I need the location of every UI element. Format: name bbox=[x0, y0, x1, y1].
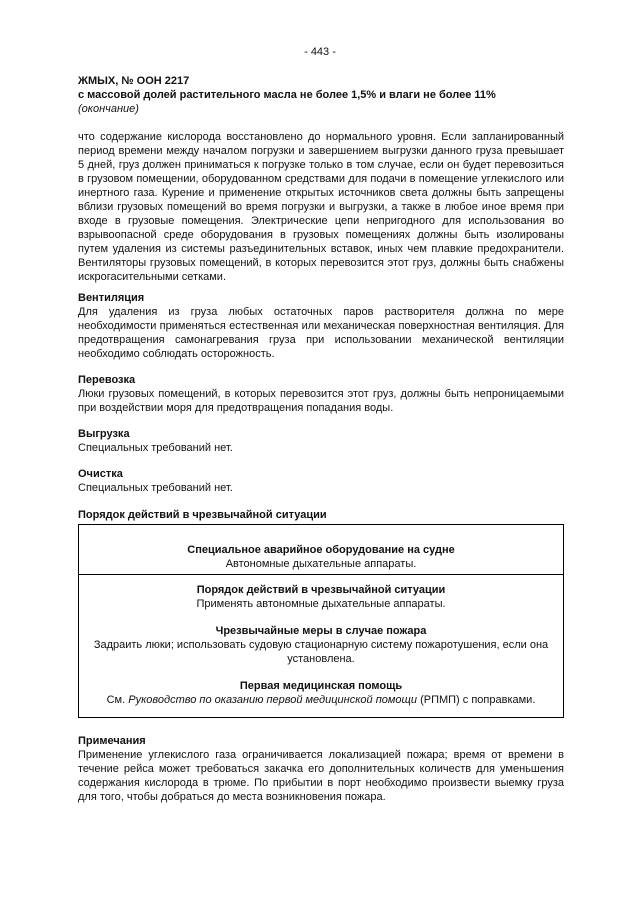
fire-block bbox=[87, 624, 555, 666]
ventilation-text: Для удаления из груза любых остаточных паров растворителя должна по мере необходимости применяться естественная или механическая поверхностная вентиляция. Для предотвращения самонагревания груза при использовании механической вентиляции необходимо соблюдать осторожность. bbox=[78, 306, 564, 360]
equipment-text: Автономные дыхательные аппараты. bbox=[225, 558, 417, 570]
medical-block bbox=[87, 679, 555, 707]
discharge-heading: Выгрузка bbox=[78, 428, 130, 440]
procedures-block bbox=[87, 583, 555, 611]
page-number: - 443 - bbox=[304, 46, 336, 58]
medical-guide-title: Руководство по оказанию первой медицинской помощи bbox=[128, 694, 418, 706]
medical-suffix: (РПМП) с поправками. bbox=[420, 694, 536, 706]
procedures-text: Применять автономные дыхательные аппараты. bbox=[196, 598, 446, 610]
cleaning-heading: Очистка bbox=[78, 468, 123, 480]
carriage-text: Люки грузовых помещений, в которых перевозится этот груз, должны быть непроницаемыми при воздействии моря для предотвращения попадания воды. bbox=[78, 388, 564, 414]
title-line-1: ЖМЫХ, № ООН 2217 bbox=[78, 75, 190, 87]
carriage-heading: Перевозка bbox=[78, 374, 136, 386]
emergency-section bbox=[78, 508, 564, 522]
equipment-heading: Специальное аварийное оборудование на судне bbox=[187, 544, 455, 556]
carriage-section bbox=[78, 373, 564, 415]
title-line-3: (окончание) bbox=[78, 103, 139, 115]
procedures-heading: Порядок действий в чрезвычайной ситуации bbox=[196, 584, 446, 596]
emergency-heading: Порядок действий в чрезвычайной ситуации bbox=[78, 509, 327, 521]
notes-text: Применение углекислого газа ограничивается локализацией пожара; время от времени в течение рейса может требоваться закачка его дополнительных количеств для уменьшения содержания кислорода в трюме. По прибытии в порт необходимо произвести выемку груза для того, чтобы добраться до места возникновения пожара. bbox=[78, 749, 564, 803]
cleaning-text: Специальных требований нет. bbox=[78, 482, 233, 494]
ventilation-section bbox=[78, 291, 564, 361]
notes-section bbox=[78, 734, 564, 804]
title-line-2: с массовой долей растительного масла не более 1,5% и влаги не более 11% bbox=[78, 89, 496, 101]
emergency-box bbox=[78, 524, 564, 718]
medical-prefix: См. bbox=[106, 694, 126, 706]
cleaning-section bbox=[78, 467, 564, 495]
ventilation-heading: Вентиляция bbox=[78, 292, 145, 304]
discharge-section bbox=[78, 427, 564, 455]
discharge-text: Специальных требований нет. bbox=[78, 442, 233, 454]
fire-text: Задраить люки; использовать судовую стационарную систему пожаротушения, если она установлена. bbox=[93, 639, 549, 665]
medical-heading: Первая медицинская помощь bbox=[239, 680, 403, 692]
document-title bbox=[78, 74, 564, 116]
medical-text bbox=[87, 693, 555, 707]
intro-paragraph: что содержание кислорода восстановлено до нормального уровня. Если запланированный период времени между началом погрузки и завершением выгрузки данного груза превышает 5 дней, груз должен приниматься к погрузке только в том случае, если он будет перевозиться в грузовом помещении, оборудованном средствами для подачи в помещение углекислого или инертного газа. Курение и применение открытых источников света должны быть запрещены вблизи грузовых помещений во время погрузки и выгрузки, а также в любое иное время при входе в грузовые помещения. Электрические цепи непригодного для использования во взрывоопасной среде оборудования в грузовых помещениях должны быть изолированы путем удаления из системы разъединительных вставок, иных чем плавкие предохранители. Вентиляторы грузовых помещений, в которых перевозится этот груз, должны быть снабжены искрогасительными сетками. bbox=[78, 131, 564, 283]
box-divider bbox=[79, 574, 563, 575]
equipment-block bbox=[87, 543, 555, 571]
intro-section bbox=[78, 130, 564, 284]
fire-heading: Чрезвычайные меры в случае пожара bbox=[215, 625, 427, 637]
notes-heading: Примечания bbox=[78, 735, 146, 747]
